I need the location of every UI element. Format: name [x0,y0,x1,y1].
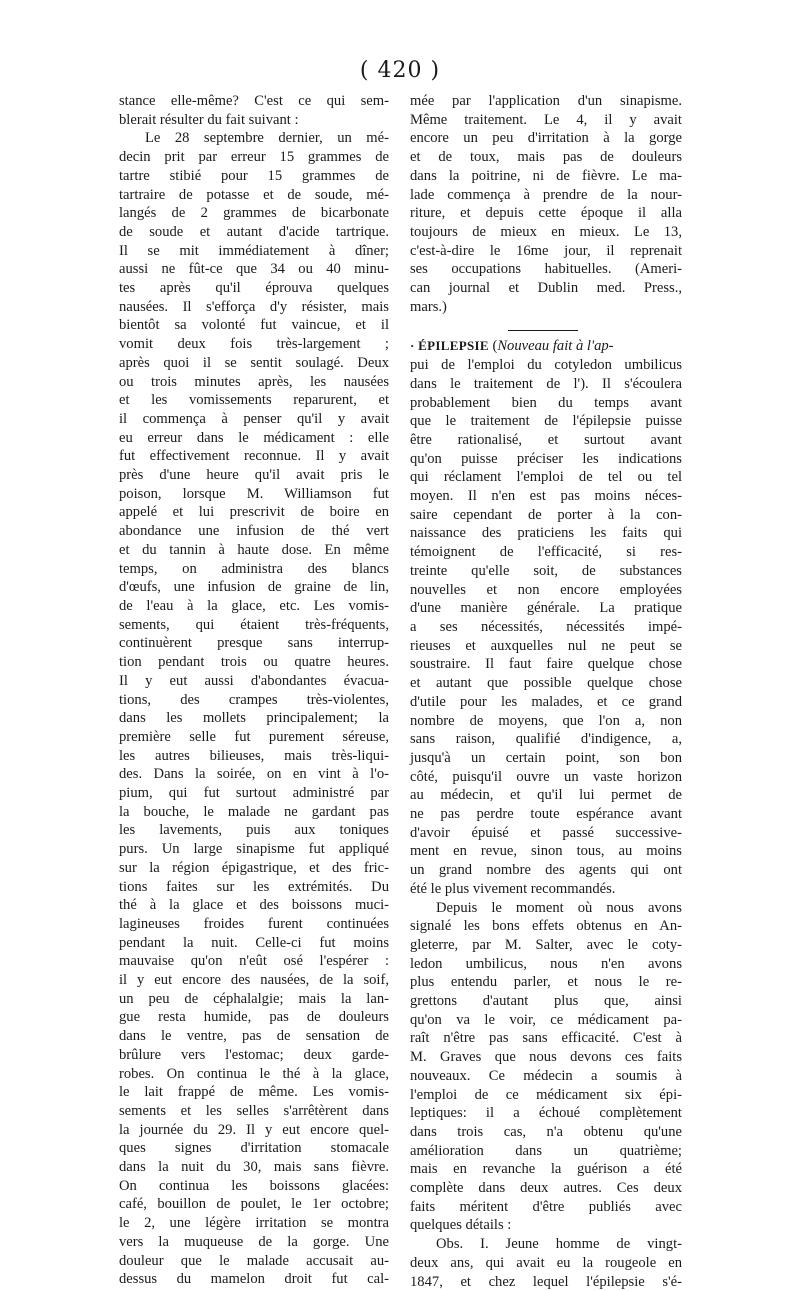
text-line: mauvaise qu'on n'eût osé l'espérer : [119,953,389,970]
text-line: amélioration dans un quatrième; [410,1142,682,1159]
text-line: mars.) [410,298,447,315]
text-line: nouvelles et non encore employées [410,581,682,598]
text-line: l'emploi de ce médicament six épi- [410,1086,682,1103]
text-line: d'une manière générale. La pratique [410,600,682,617]
text-line: de soude et autant d'acide tartrique. [119,223,389,240]
text-line: vers la muqueuse de la gorge. Une [119,1233,389,1250]
text-line: côté, puisqu'il ouvre un vaste horizon [410,768,682,785]
text-line: douleur que le malade accusait au- [119,1252,389,1269]
text-line: sans raison, qualifié d'indigence, a, [410,731,682,748]
text-line: thé à la glace et des boissons muci- [119,897,389,914]
text-line: Obs. I. Jeune homme de vingt- [436,1236,682,1253]
text-line: tion pendant trois ou quatre heures. [119,654,389,671]
text-line: dans trois cas, n'a obtenu qu'une [410,1123,682,1140]
text-line: quelques détails : [410,1217,512,1234]
text-line: moyen. Il n'en est pas moins néces- [410,488,682,505]
text-line: nouveaux. Ce médecin a soumis à [410,1067,682,1084]
text-line: mée par l'application d'un sinapisme. [410,93,682,109]
text-line: Il y eut aussi d'abondantes évacua- [119,672,389,689]
text-line: de l'eau à la glace, etc. Les vomis- [119,597,389,614]
text-line: appelé et lui prescrivit de boire en [119,504,389,521]
text-line: dans les mollets principalement; la [119,710,389,727]
text-line: et autant que possible quelque chose [410,675,682,692]
section-heading: · ÉPILEPSIE [410,338,489,354]
text-line: eu erreur dans le médicament : elle [119,429,389,446]
text-line: qui réclament l'emploi de tel ou tel [410,469,682,486]
text-line: ou trois minutes après, les nausées [119,373,389,390]
text-line: le lait frappé de même. Les vomis- [119,1084,389,1101]
text-line: qu'on puisse préciser les indications [410,450,682,467]
text-line: sements et les selles s'arrêtèrent dans [119,1102,389,1119]
text-line: treinte qu'elle soit, de substances [410,562,682,579]
text-line: et du tannin à haute dose. En même [119,541,389,558]
text-line: dans la poitrine, ni de fièvre. Le ma- [410,167,682,184]
text-line: nausées. Il s'efforça d'y résister, mais [119,298,389,315]
text-line: nombre de moyens, que l'on a, non [410,712,682,729]
text-line: sur la région épigastrique, et des fric- [119,859,389,876]
text-line: les lavements, puis aux toniques [119,822,389,839]
text-line: decin prit par erreur 15 grammes de [119,149,389,166]
text-line: temps, on administra des blancs [119,560,389,577]
text-line: pendant la nuit. Celle-ci fut moins [119,934,389,951]
text-line: ques signes d'irritation stomacale [119,1140,389,1157]
text-line: tions faites sur les extrémités. Du [119,878,389,895]
text-line: mais en revanche la guérison a été [410,1161,682,1178]
text-line: ne pas perdre toute espérance avant [410,806,682,823]
text-line: rieuses et auxquelles nul ne peut se [410,637,682,654]
text-line: témoignent de l'efficacité, si res- [410,544,682,561]
text-line: sements, qui étaient très-fréquents, [119,616,389,633]
text-line: café, bouillon de poulet, le 1er octobre; [119,1196,389,1213]
right-column [410,92,682,1291]
text-line: grettons d'autant plus que, ainsi [410,993,682,1010]
text-line: dans le traitement de l'). Il s'écoulera [410,375,682,392]
text-line: a ses nécessités, nécessités impé- [410,618,682,635]
left-column [119,92,389,1289]
text-line: langés de 2 grammes de bicarbonate [119,205,389,222]
text-line: riture, et depuis cette époque il alla [410,205,682,222]
text-line: bientôt sa volonté fut vaincue, et il [119,317,389,334]
text-line: raît n'être pas sans efficacité. C'est à [410,1030,682,1047]
text-line: être rationalisé, et surtout avant [410,431,682,448]
text-line: tes après qu'il éprouva quelques [119,280,389,297]
text-line: au médecin, et qu'il lui permet de [410,787,682,804]
section-heading-line: · ÉPILEPSIE (Nouveau fait à l'ap- [410,338,614,355]
text-line: saire cependant de porter à la con- [410,506,682,523]
text-line: des. Dans la soirée, on en vint à l'o- [119,766,389,783]
text-line: ses occupations habituelles. (Ameri- [410,261,682,278]
text-line: ledon umbilicus, nous n'en avons [410,955,682,972]
text-line: dessus du mamelon droit fut cal- [119,1271,389,1288]
text-line: que le traitement de l'épilepsie puisse [410,413,682,430]
text-line: probablement bien du temps avant [410,394,682,411]
text-line: et de toux, mais pas de douleurs [410,149,682,166]
text-line: can journal et Dublin med. Press., [410,280,682,297]
text-line: deux ans, qui avait eu la rougeole en [410,1254,682,1271]
text-line: Même traitement. Le 4, il y avait [410,111,682,128]
text-line: signalé les bons effets obtenus en An- [410,918,682,935]
text-line: M. Graves que nous devons ces faits [410,1049,682,1066]
text-line: aussi ne fût-ce que 34 ou 40 minu- [119,261,389,278]
text-line: robes. On continua le thé à la glace, [119,1065,389,1082]
text-line: pui de l'emploi du cotyledon umbilicus [410,357,682,374]
text-line: On continua les boissons glacées: [119,1177,389,1194]
text-line: continuèrent presque sans interrup- [119,635,389,652]
text-line: Depuis le moment où nous avons [436,899,682,916]
text-line: Il se mit immédiatement à dîner; [119,242,389,259]
text-line: Le 28 septembre dernier, un mé- [145,130,389,147]
text-line: fut effectivement reconnue. Il y avait [119,448,389,465]
text-line: soustraire. Il faut faire quelque chose [410,656,682,673]
text-line: d'œufs, une infusion de graine de lin, [119,579,389,596]
text-line: près d'une heure qu'il avait pris le [119,467,389,484]
text-line: brûlure vers l'estomac; deux garde- [119,1046,389,1063]
text-line: lade commença à prendre de la nour- [410,186,682,203]
page-number: ( 420 ) [359,58,441,83]
text-line: abondance une infusion de thé vert [119,523,389,540]
text-line: tions, des crampes très-violentes, [119,691,389,708]
text-line: un peu de céphalalgie; mais la lan- [119,990,389,1007]
text-line: tartre stibié pour 15 grammes de [119,167,389,184]
text-line: après quoi il se sentit soulagé. Deux [119,354,389,371]
text-line: première selle fut purement séreuse, [119,728,389,745]
text-line: la bouche, le malade ne gardant pas [119,803,389,820]
text-line: les autres bilieuses, mais très-liqui- [119,747,389,764]
text-line: blerait résulter du fait suivant : [119,111,299,128]
text-line: toujours de mieux en mieux. Le 13, [410,223,682,240]
text-line: encore un peu d'irritation à la gorge [410,130,682,147]
text-line: il commença à penser qu'il y avait [119,410,389,427]
text-line: naissance des praticiens les faits qui [410,525,682,542]
text-line: lagineuses froides furent continuées [119,915,389,932]
text-line: le 2, une légère irritation se montra [119,1215,389,1232]
text-line: 1847, et chez lequel l'épilepsie s'é- [410,1273,682,1290]
text-line: il y eut encore des nausées, de la soif, [119,972,389,989]
text-line: d'utile pour les malades, et ce grand [410,693,682,710]
text-line: la journée du 29. Il y eut encore quel- [119,1121,389,1138]
text-line: leptiques: il a échoué complètement [410,1105,682,1122]
text-line: qu'on va le voir, ce médicament pa- [410,1011,682,1028]
text-line: stance elle-même? C'est ce qui sem- [119,93,389,109]
text-line: c'est-à-dire le 16me jour, il reprenait [410,242,682,259]
text-line: été le plus vivement recommandés. [410,880,616,897]
text-line: faits méritent d'être publiés avec [410,1198,682,1215]
text-line: et les vomissements reparurent, et [119,392,389,409]
text-line: poison, lorsque M. Williamson fut [119,485,389,502]
section-divider [508,330,578,331]
text-line: complète dans deux autres. Ces deux [410,1180,682,1197]
text-line: gleterre, par M. Salter, avec le coty- [410,936,682,953]
text-line: d'avoir épuisé et passé successive- [410,824,682,841]
text-line: jusqu'à un certain point, son bon [410,749,682,766]
text-line: plus entendu parler, et nous le re- [410,974,682,991]
text-line: purs. Un large sinapisme fut appliqué [119,841,389,858]
text-line: pium, qui fut surtout administré par [119,785,389,802]
text-line: dans le ventre, pas de sensation de [119,1028,389,1045]
text-line: tartraire de potasse et de soude, mé- [119,186,389,203]
text-line: gue resta humide, pas de douleurs [119,1009,389,1026]
text-line: vomit deux fois très-largement ; [119,336,389,353]
text-line: ment en revue, sinon tous, au moins [410,843,682,860]
text-line: dans la nuit du 30, mais sans fièvre. [119,1159,389,1176]
text-line: un grand nombre des agents qui ont [410,862,682,879]
